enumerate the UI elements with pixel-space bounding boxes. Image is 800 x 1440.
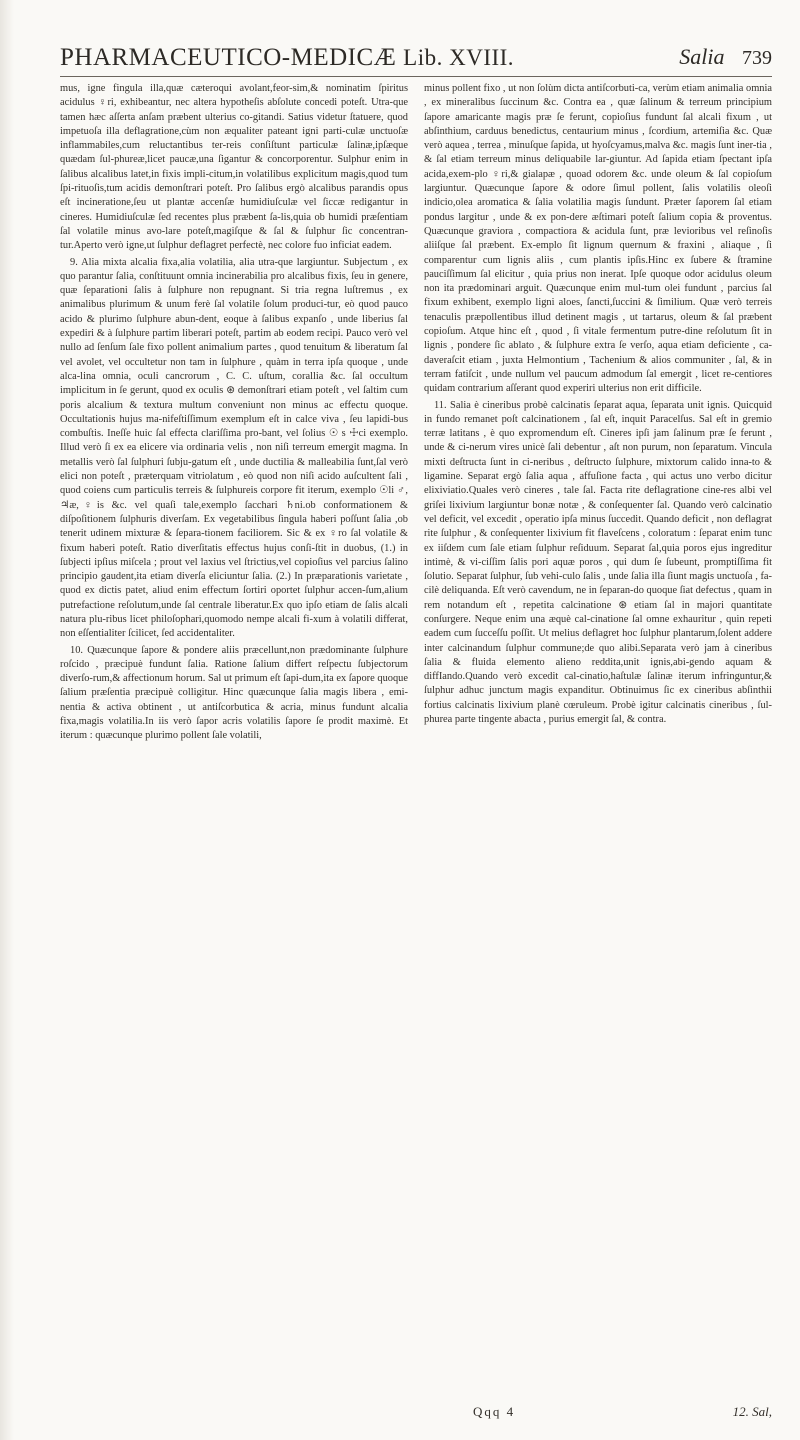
running-head-book: Lib. XVIII. bbox=[403, 45, 515, 70]
paragraph: minus pollent fixo , ut non ſolùm dicta antiſcorbuti-ca, verùm etiam animalia omnia , ex mineralibus ſuccinum &c. Contra ea , quæ ſalinum & terreum principium ſapore amaricante magis præ ſe ferunt, copioſius fundunt ſal alcali fixum , ut abſinthium, carduus benedictus, centaurium minus , ſcordium, artemiſia &c. Quæ verò aquea , terrea , minuſque ſapida, ut hyoſcyamus,malva &c. magis ſunt iner-tia , & ſal etiam terreum minus deliquabile lar-giuntur. Ad ſapida etiam ſpectant ipſa acida,exem-plo ♀ri,& gialapæ , quoad odorem &c. unde oleum & ſal copioſum largiuntur. Quæcunque ſapore & odore ſimul pollent, ſalis volatilis oleoſi indicio,olea aromatica & ſalia volatilia magis ſundunt. Præter ſaporem ſal etiam pondus largitur , unde & ex pon-dere æſtimari poteſt ſalium copia & proventus. Quæcunque graviora , compactiora & acidula ſunt, præ levioribus vel reſinoſis aliiſque ſal præbent. Ex-emplo ſit lignum quernum & fraxini , aliaque , ſi comparentur cum lignis aliis , cum plantis ipſis.Hinc ex ſubere & ſtramine pauciſſimum ſal elicitur , quia prius non inerat. Ipſe quoque odor acidulus oleum non ita prædominari arguit. Quæcunque enim mul-tum olei fundunt , parcius ſal fixum exhibent, exemplo ligni aloes, ſancti,ſuccini & ſimilium. Quæ verò terreis tenaculis præpollentibus illud detinent magis , ut tartarus, oleum & ſal præbent copioſum. Atque hinc eſt , quod , ſi vitale fermentum putre-dine reſolutum ſit in lignis , pondere ſic ablato , & ſulphure extra ſe verſo, aqua etiam deficiente , ca-daveraſcit etiam , juxta Helmontium , Tachenium & alios communiter , ſal, & in terram fatiſcit , unde nullum vel paucum admodum ſal emergit , licet re-centiores quidam contrarium aſſerant quod experiri ulterius non erit difficile. bbox=[424, 83, 772, 395]
header-right bbox=[679, 44, 772, 70]
left-column bbox=[60, 82, 408, 1392]
section-name: Salia bbox=[679, 44, 725, 69]
paragraph-section-9: 9. Alia mixta alcalia fixa,alia volatilia, alia utra-que largiuntur. Subjectum , ex quo parantur ſalia, conſtituunt omnia incinerabilia pro alcalibus fixis, ſeu in genere, quæ ſeparationi ſalis à ſulphure non repugnant. Si tria regna luſtremus , ex animalibus plurimum & unum ferè ſal volatile ſolum produci-tur, eò quod pauco acido & plurimo ſulphure abun-dent, eoque à ſalibus expanſo , unde liberius ſal expediri & à ſulphure partim liberari poteſt, partim ab eodem recipi. Pauco verò vel nullo ad ſenſum ſale fixo pollent animalium partes , quod tenuitum & liberatum ſal vel avolet, vel occultetur non tam in ſulphure , quàm in terra ipſa quoque , unde alca-lina omnia, oculi cancrorum , C. C. uſtum, corallia &c. ſal occultum implicitum in ſe gerunt, quod ex oculis ⊛ demonſtrari etiam poteſt , vel ſaltim cum poris alcalium & textura multum conveniunt non minus ac effectu quoque. Occultationis hujus ma-nifeſtiſſimum exemplum eſt in calce viva , ſeu lapidi-bus combuſtis. Ineſſe huic ſal effecta clariſſima pro-bant, vel ſolius ☉ s ☩ci exemplo. Illud verò ſi ex ea elicere via ordinaria velis , non niſi terreum emergit magma. In metallis verò ſal ſulphuri ſubju-gatum eſt , unde ductilia & malleabilia ſunt,ſal verò elici non poteſt , præterquam vitriolatum , eò quod non niſi acido auſcultent ſali , quod coiens cum particulis terreis & ſulphureis corpore fit iterum, exemplo ☉li ♂, ♃æ,♀is &c. vel quaſi tale,exemplo ſacchari ♄ni.ob conformationem & diſpoſitionem ſulphuris diverſam. Ex vegetabilibus ſingula haberi poſſunt ſalia ,ob tenerit udinem mixturæ & ſepara-tionem faciliorem. Sic & ex ♀ro ſal volatile & fixum haberi poteſt. Ratio diverſitatis effectus hujus conſi-ſtit in duobus, (1.) in ſubjecti ipſius miſcela ; prout vel laxius vel ſtrictius,vel copioſius vel parcius ſalino principio gaudent,ita etiam diverſa eliciuntur ſalia. (2.) In præparationis varietate , quod ex dictis patet, aliud enim effectum ſortiri oportet ſulphur accen-ſum,alium putrefactione reſolutum,unde ſal centrale liberatur.Ex quo ipſo etiam de ſalis alcali natura plu-ribus licet philoſophari,quomodo nempe alcali fi-xum à volatili differat, non eſſentialiter ſcilicet, ſed accidentaliter. bbox=[60, 256, 408, 640]
catchword: 12. Sal, bbox=[732, 1404, 772, 1419]
paragraph: mus, igne fingula illa,quæ cæteroqui avolant,feor-sim,& nominatim ſpiritus acidulus ♀ri, exhibeantur, nec altera hypotheſis abſolute concedi poteſt. Utra-que tamen hæc aſſerta anſam præbent ulterius co-gitandi. Satius videtur ſtatuere, quod impetuoſa illa deflagratione,cùm non æqualiter pateant igni parti-culæ unctuoſæ inflammabiles,cum reluctantibus ter-reis conſiſtunt particulæ ſalinæ,ipſæque quædam ſul-phureæ,licet paucæ,una ſigantur & concorporentur. Sulphur enim in ſalibus alcalibus latet,in fixis impli-citum,in volatilibus explicitum magis,quod tum ſpi-rituoſis,tum acidis demonſtrari poteſt. Pro ſalibus ergò alcalibus parandis opus eſt incineratione,ſeu ut plantæ accenſæ humidiuſculæ vel ſiccæ redigantur in cineres. Humidiuſculæ ſed recentes plus præbent ſa-lis,quia ob humidi præſentiam ſal volatile minus avo-lare poteſt,magiſque & ſal & ſulphur ſic concentran-tur.Aperto verò igne,ut ſulphur deflagret perfectè, nec colore fuo inficiat eadem. bbox=[60, 83, 408, 252]
text-columns bbox=[60, 82, 772, 1392]
paragraph-section-11: 11. Salia è cineribus probè calcinatis ſeparat aqua, ſeparata unit ignis. Quicquid in fundo remanet poſt calcinationem , ſal eſt, inquit Paracelſus. Sal eſt in gremio terræ latitans , è quo expromendum eſt. Cineres ipſi jam ſalinum præ ſe ferunt , unde & ci-nerum vires unicè ſali debentur , aſt non purum, non ſeparatum. Vincula mixti deſtructa ſunt in ci-neribus , deſtructo ſulphure, mixtorum calido inna-to & ligamine. Separat ergò ſalia aqua , affuſione facta , qui actus uno verbo dicitur elixiviatio.Quales verò cineres , tale ſal. Facta rite deflagratione cine-res albi vel griſei lixivium largiuntur bonæ notæ , & conſequenter ſal. Quando verò calcinatio vel deficit, vel excedit , operatio ipſa minus ſuccedit. Quando deficit , non deflagrat rite ſulphur , & conſequenter lixivium fit flaveſcens , coloratum : ſeparat enim tunc ex iiſdem cum ſale etiam ſulphur reſiduum. Separat ſal,quia poros ejus ingreditur intimè, & vi-ciſſim ſalis pori aquæ poros , qui dum ſe ſubeunt, promptiſſima fit ſolutio. Separat ſulphur, ſub vehi-culo ſalis , unde ſalia illa ſiunt magis unctuoſa , fa-cilè deliquanda. Eſt verò cavendum, ne in ſeparan-do quoque ſiat defectus , quam in rem notandum eſt , repetita calcinatione ⊛ etiam ſal in majori quantitate conſurgere. Neque enim una æquè cal-cinatione ſal omne exhauritur , quin repeti eadem cum ſucceſſu poſſit. Ut melius deflagret hoc ſulphur plantarum,ſolent addere inter calcinandum ſulphur commune;de quo alibi.Separata verò jam à cineribus ſalia & fluida elemento alieno reddita,unit ignis,abi-gendo aquam & diffIando.Quando verò excedit cal-cinatio,haſtulæ ſalinæ iterum infringuntur,& ſulphur adhuc junctum magis expanditur. Obtinuimus ſic ex cineribus abſinthii fortius calcinatis lixivium planè cœruleum. Probè igitur calcinatis cineribus , ſul-phurea parte tingente abacta , purius emergit ſal, & contra. bbox=[424, 399, 772, 726]
page-number: 739 bbox=[742, 47, 772, 69]
signature-mark: Qqq 4 bbox=[472, 1404, 516, 1419]
binding-shadow bbox=[0, 0, 14, 1440]
running-head bbox=[60, 44, 514, 72]
running-head-title: PHARMACEUTICO-MEDICÆ bbox=[60, 44, 397, 71]
right-column bbox=[424, 82, 772, 1392]
page-footer bbox=[60, 1404, 772, 1424]
page-header bbox=[60, 44, 772, 78]
paragraph-section-10: 10. Quæcunque ſapore & pondere aliis præcellunt,non prædominante ſulphure roſcido , præcipuè fundunt ſalia. Ratione ſalium differt reſpectu ſubjectorum diverſo-rum,& affectionum horum. Sal ut primum eſt ſapi-dum,ita ex ſapore quoque ſalium præſentia præcipuè colligitur. Hinc quæcunque ſalia magis libera , emi-nentia & activa obtinent , ut antiſcorbutica & acria, minus fundunt alcalia fixa,magis volatilia.In iis verò ſapor acris volatilis ſapore ſe prodit maximè. Et iterum : quæcunque plurimo pollent ſale volatili, bbox=[60, 644, 408, 742]
header-rule bbox=[60, 76, 772, 77]
